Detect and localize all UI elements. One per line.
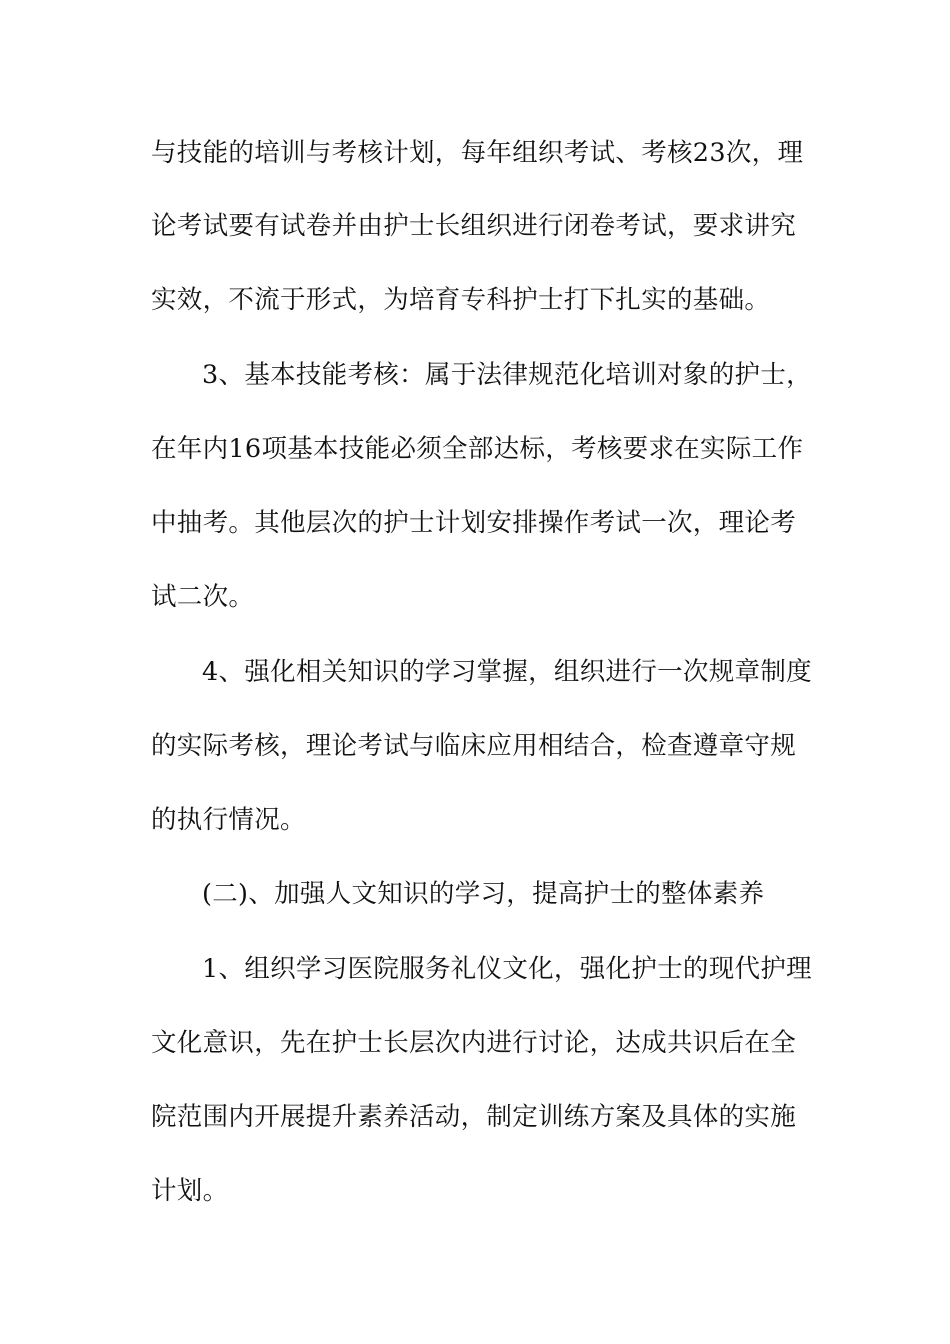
text-line: 3、基本技能考核：属于法律规范化培训对象的护士， <box>202 360 812 390</box>
text-line: 实效，不流于形式，为培育专科护士打下扎实的基础。 <box>151 285 771 315</box>
text-line: 的实际考核，理论考试与临床应用相结合，检查遵章守规 <box>151 731 797 761</box>
text-line: 试二次。 <box>151 582 255 612</box>
text-line: 的执行情况。 <box>151 805 306 835</box>
text-line: 论考试要有试卷并由护士长组织进行闭卷考试，要求讲究 <box>151 211 797 241</box>
text-line: 4、强化相关知识的学习掌握，组织进行一次规章制度 <box>202 657 812 687</box>
text-line: 在年内16项基本技能必须全部达标，考核要求在实际工作 <box>151 434 804 464</box>
text-line: 计划。 <box>151 1176 229 1206</box>
text-line: 中抽考。其他层次的护士计划安排操作考试一次，理论考 <box>151 508 797 538</box>
text-line: 院范围内开展提升素养活动，制定训练方案及具体的实施 <box>151 1102 797 1132</box>
section-heading: (二)、加强人文知识的学习，提高护士的整体素养 <box>202 879 765 909</box>
text-line: 与技能的培训与考核计划，每年组织考试、考核23次，理 <box>151 138 804 168</box>
text-line: 1、组织学习医院服务礼仪文化，强化护士的现代护理 <box>202 954 812 984</box>
text-line: 文化意识，先在护士长层次内进行讨论，达成共识后在全 <box>151 1028 797 1058</box>
